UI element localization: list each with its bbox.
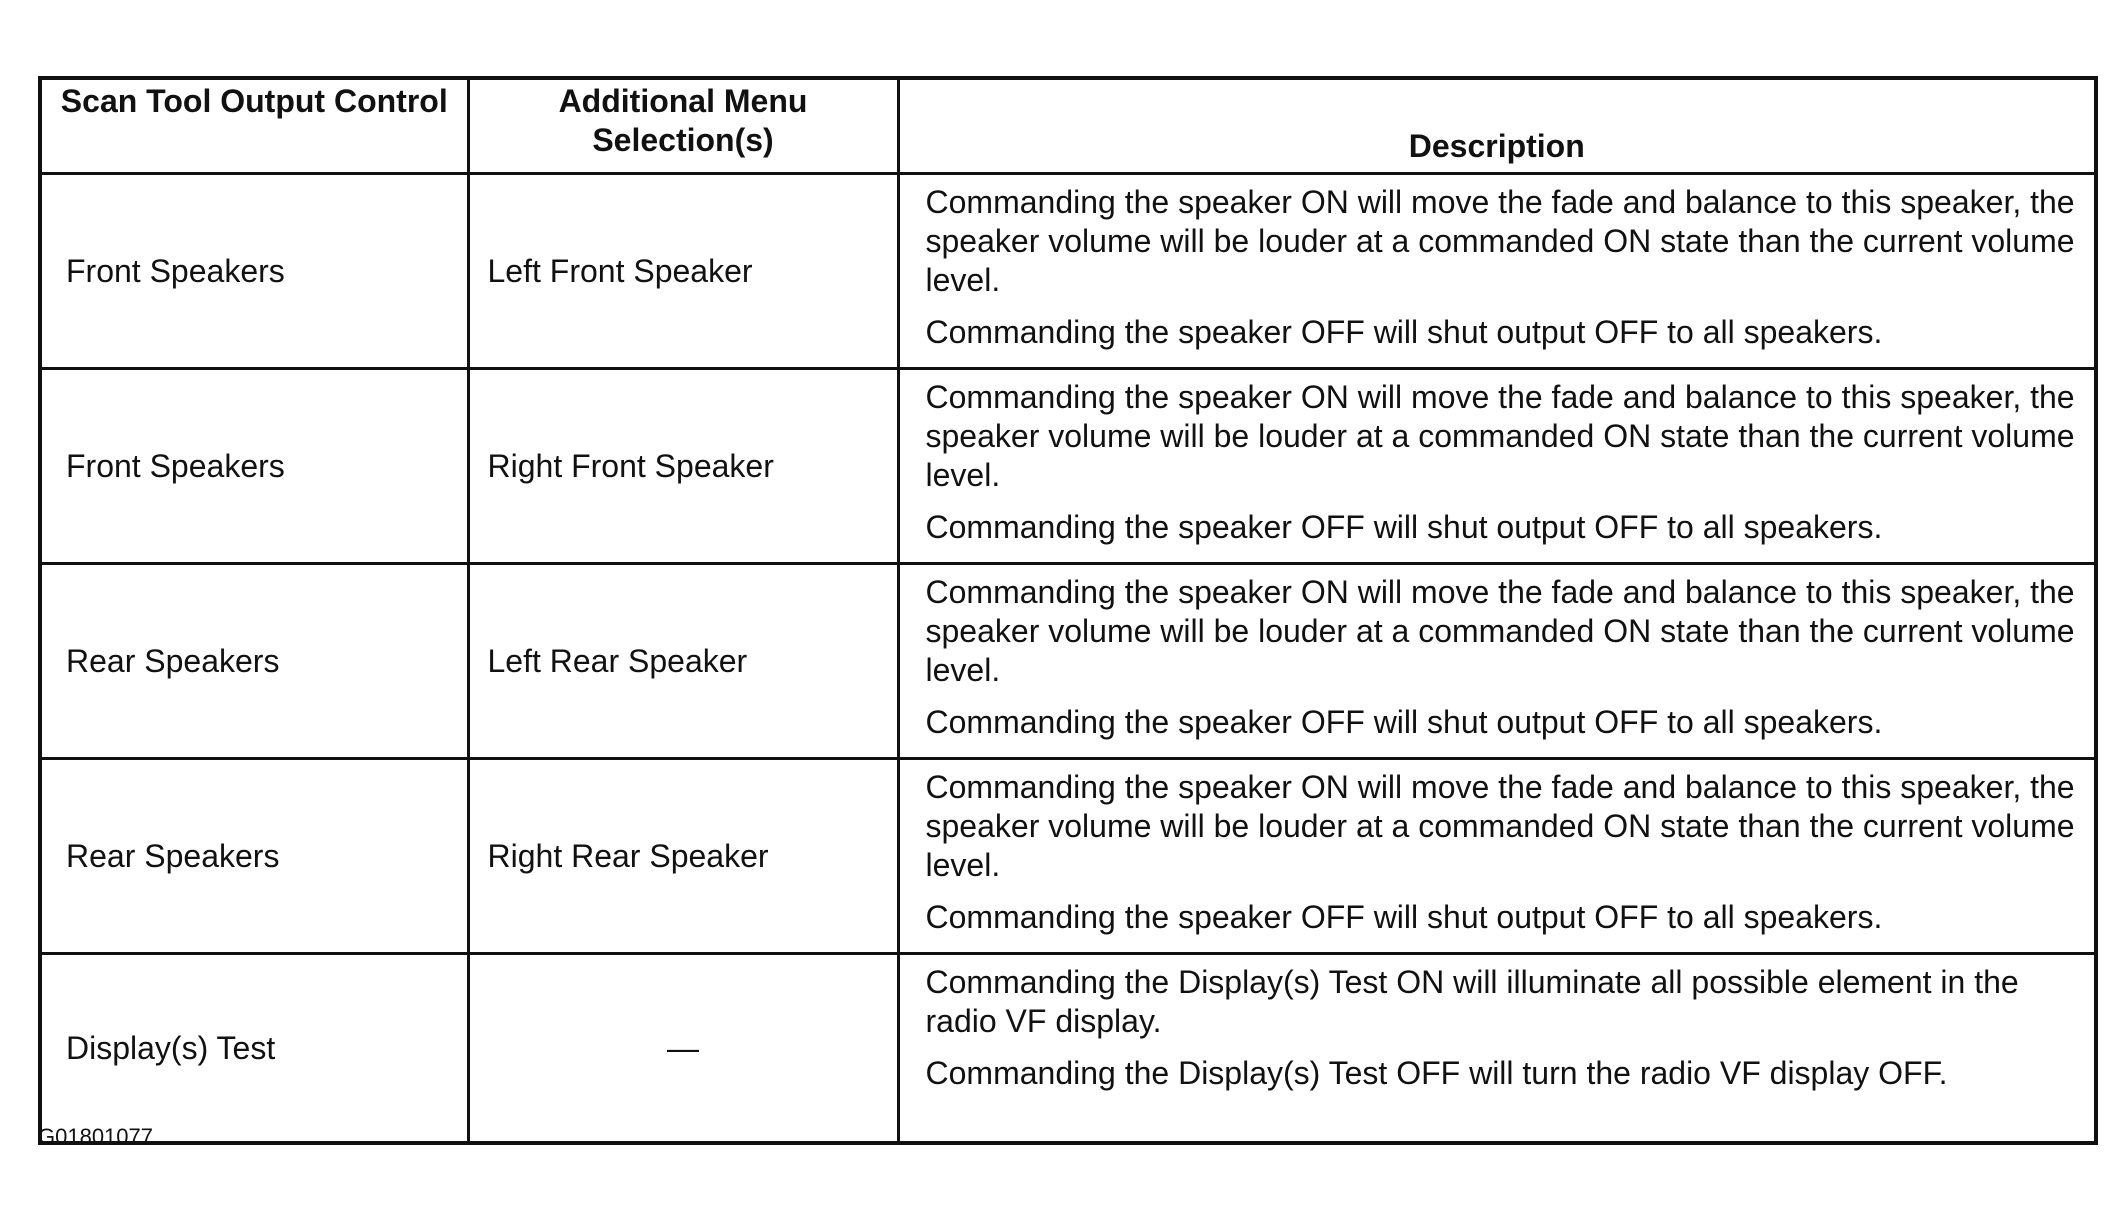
description-on-text: Commanding the speaker ON will move the fade and balance to this speaker, the speaker volume will be louder at a commanded ON state than the current volume level. (925, 769, 2075, 883)
description-off-text: Commanding the Display(s) Test OFF will turn the radio VF display OFF. (925, 1055, 1948, 1091)
menu-selection-cell: Right Front Speaker (468, 369, 898, 564)
output-control-cell: Display(s) Test (40, 954, 468, 1144)
description-cell (898, 174, 2096, 369)
description-cell (898, 759, 2096, 954)
description-on-text: Commanding the Display(s) Test ON will illuminate all possible element in the radio VF display. (925, 964, 2019, 1039)
description-on-text: Commanding the speaker ON will move the fade and balance to this speaker, the speaker volume will be louder at a commanded ON state than the current volume level. (925, 184, 2075, 298)
description-off-text: Commanding the speaker OFF will shut output OFF to all speakers. (925, 899, 1883, 935)
output-control-cell: Rear Speakers (40, 759, 468, 954)
output-control-table (38, 76, 2098, 1145)
header-description: Description (898, 78, 2096, 174)
menu-selection-cell: Right Rear Speaker (468, 759, 898, 954)
description-cell (898, 564, 2096, 759)
description-off-text: Commanding the speaker OFF will shut output OFF to all speakers. (925, 314, 1883, 350)
description-off-text: Commanding the speaker OFF will shut output OFF to all speakers. (925, 704, 1883, 740)
table-row (40, 954, 2096, 1144)
table-row (40, 369, 2096, 564)
menu-selection-cell: — (468, 954, 898, 1144)
menu-selection-cell: Left Front Speaker (468, 174, 898, 369)
description-on-text: Commanding the speaker ON will move the fade and balance to this speaker, the speaker volume will be louder at a commanded ON state than the current volume level. (925, 574, 2075, 688)
table-row (40, 759, 2096, 954)
figure-code: G01801077 (38, 1124, 153, 1149)
header-menu-selection: Additional Menu Selection(s) (468, 78, 898, 174)
description-on-text: Commanding the speaker ON will move the fade and balance to this speaker, the speaker volume will be louder at a commanded ON state than the current volume level. (925, 379, 2075, 493)
table-row (40, 174, 2096, 369)
table-row (40, 564, 2096, 759)
description-cell (898, 954, 2096, 1144)
output-control-cell: Front Speakers (40, 369, 468, 564)
menu-selection-cell: Left Rear Speaker (468, 564, 898, 759)
output-control-cell: Front Speakers (40, 174, 468, 369)
output-control-cell: Rear Speakers (40, 564, 468, 759)
header-output-control: Scan Tool Output Control (40, 78, 468, 174)
description-cell (898, 369, 2096, 564)
table-header-row (40, 78, 2096, 174)
description-off-text: Commanding the speaker OFF will shut output OFF to all speakers. (925, 509, 1883, 545)
